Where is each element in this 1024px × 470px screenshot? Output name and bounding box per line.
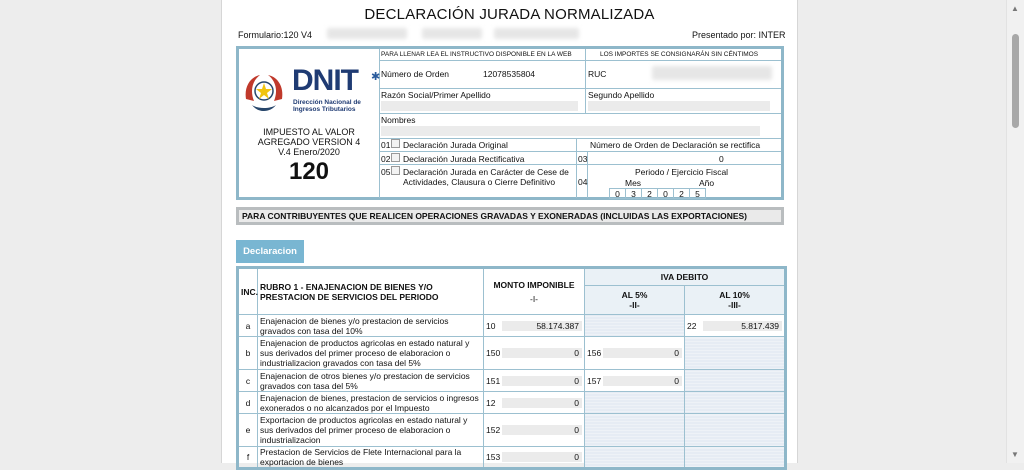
code-03: 03 [578, 154, 588, 164]
table-row [238, 337, 786, 370]
row-description: Exportacion de productos agricolas en estado natural y sus derivados del primer proceso de elaboracion o industrializacion [258, 414, 484, 447]
field-code: 150 [486, 348, 501, 358]
segundo-apellido-field[interactable] [588, 101, 770, 111]
ano-label: Año [699, 178, 715, 188]
monto-input[interactable]: 0 [502, 452, 582, 462]
row-line [379, 88, 781, 89]
scroll-up-icon[interactable]: ▲ [1011, 4, 1019, 13]
decl-rectificativa-label: Declaración Jurada Rectificativa [403, 154, 525, 164]
asterisk-icon: ✱ [371, 71, 381, 83]
checkbox-original[interactable] [391, 139, 400, 148]
iva5-disabled [585, 315, 685, 337]
row-line [379, 164, 781, 165]
formulario-label: Formulario:120 V4 [238, 30, 313, 40]
iva5-cell [585, 337, 685, 370]
ruc-label: RUC [588, 69, 607, 79]
field-code: 22 [687, 320, 697, 331]
table-row [238, 447, 786, 469]
iva5-disabled [585, 414, 685, 447]
divider [587, 151, 588, 198]
decl-cese-label: Declaración Jurada en Carácter de Cese de Actividades, Clausura o Cierre Definitivo [403, 167, 569, 187]
al5-header: AL 5% -II- [585, 286, 685, 315]
monto-input[interactable]: 0 [502, 398, 582, 408]
row-description: Enajenacion de bienes, prestacion de servicios o ingresos exonerados o no alcanzados por el Impuesto [258, 392, 484, 414]
monto-input[interactable]: 0 [502, 348, 582, 358]
razon-social-label: Razón Social/Primer Apellido [381, 90, 491, 100]
table-row [238, 315, 786, 337]
periodo-label: Periodo / Ejercicio Fiscal [635, 167, 729, 177]
dnit-logo: DNIT [292, 64, 358, 97]
ruc-value-redacted [652, 66, 772, 80]
decl-original-label: Declaración Jurada Original [403, 140, 508, 150]
centimos-note: LOS IMPORTES SE CONSIGNARÁN SIN CÉNTIMOS [600, 51, 759, 58]
row-line [379, 151, 781, 152]
rectifica-value: 0 [719, 154, 724, 164]
redacted-field [422, 28, 482, 39]
monto-cell [484, 370, 585, 392]
inc-letter: a [238, 315, 258, 337]
inc-header: INC. [238, 268, 258, 315]
numero-orden-value: 12078535804 [483, 69, 536, 79]
table-row [238, 370, 786, 392]
monto-input[interactable]: 58.174.387 [502, 321, 582, 331]
iva5-disabled [585, 447, 685, 469]
monto-cell [484, 447, 585, 469]
code-01: 01 [381, 140, 391, 150]
periodo-digits: 0 3 2 0 2 5 [610, 188, 706, 199]
numero-orden-rectifica-label: Número de Orden de Declaración se rectifica [590, 140, 761, 150]
checkbox-cese[interactable] [391, 166, 400, 175]
row-description: Enajenacion de otros bienes y/o prestacion de servicios gravados con tasa del 5% [258, 370, 484, 392]
iva10-disabled [685, 392, 786, 414]
field-code: 153 [486, 452, 501, 462]
impuesto-title: IMPUESTO AL VALOR AGREGADO VERSION 4 V.4 Enero/2020 [257, 127, 361, 157]
scroll-down-icon[interactable]: ▼ [1011, 450, 1019, 459]
monto-header: MONTO IMPONIBLE -I- [484, 268, 585, 315]
iva5-cell [585, 370, 685, 392]
monto-input[interactable]: 0 [502, 376, 582, 386]
paraguay-seal-icon [240, 69, 288, 117]
iva5-input[interactable]: 0 [603, 348, 682, 358]
form-number: 120 [288, 158, 330, 185]
monto-input[interactable]: 0 [502, 425, 582, 435]
inc-letter: e [238, 414, 258, 447]
field-code: 156 [587, 348, 602, 358]
row-line [379, 138, 781, 139]
row-line [379, 60, 781, 61]
field-code: 152 [486, 425, 501, 435]
numero-orden-label: Número de Orden [381, 69, 450, 79]
iva10-input[interactable]: 5.817.439 [703, 321, 782, 331]
mes-label: Mes [625, 178, 642, 188]
code-05: 05 [381, 167, 391, 177]
monto-cell [484, 414, 585, 447]
monto-cell [484, 315, 585, 337]
instructivo-note: PARA LLENAR LEA EL INSTRUCTIVO DISPONIBLE EN LA WEB [381, 51, 572, 58]
inc-letter: b [238, 337, 258, 370]
divider [576, 138, 577, 198]
iva10-disabled [685, 414, 786, 447]
code-04: 04 [578, 177, 588, 187]
row-line [379, 113, 781, 114]
row-description: Enajenacion de productos agricolas en estado natural y sus derivados del primer proceso de elaboracion o industrializacion gravados con tasa del 5% [258, 337, 484, 370]
field-code: 10 [486, 320, 496, 331]
iva10-disabled [685, 447, 786, 469]
monto-cell [484, 337, 585, 370]
nombres-label: Nombres [381, 115, 416, 125]
iva10-cell [685, 315, 786, 337]
row-description: Prestacion de Servicios de Flete Internacional para la exportacion de bienes [258, 447, 484, 469]
iva10-disabled [685, 337, 786, 370]
redacted-field [494, 28, 579, 39]
iva-header: IVA DEBITO [585, 268, 786, 286]
redacted-field [327, 28, 407, 39]
monto-cell [484, 392, 585, 414]
row-description: Enajenacion de bienes y/o prestacion de servicios gravados con tasa del 10% [258, 315, 484, 337]
field-code: 157 [587, 375, 602, 386]
table-row [238, 392, 786, 414]
presentado-por: Presentado por: INTER [692, 30, 786, 40]
code-02: 02 [381, 154, 391, 164]
scroll-thumb[interactable] [1012, 34, 1019, 128]
iva5-input[interactable]: 0 [603, 376, 682, 386]
inc-letter: f [238, 447, 258, 469]
rubro-header: RUBRO 1 - ENAJENACION DE BIENES Y/O PRESTACION DE SERVICIOS DEL PERIODO [258, 268, 484, 315]
inc-letter: c [238, 370, 258, 392]
form-title: DECLARACIÓN JURADA NORMALIZADA [364, 6, 655, 23]
section-banner: PARA CONTRIBUYENTES QUE REALICEN OPERACIONES GRAVADAS Y EXONERADAS (INCLUIDAS LAS EXPORTACIONES) [236, 207, 784, 225]
divider [585, 49, 586, 89]
divider [585, 88, 586, 113]
segundo-apellido-label: Segundo Apellido [588, 90, 655, 100]
iva5-disabled [585, 392, 685, 414]
tab-declaracion[interactable]: Declaracion [236, 240, 304, 263]
iva10-disabled [685, 370, 786, 392]
nombres-field[interactable] [381, 126, 760, 136]
scrollbar[interactable] [1006, 0, 1024, 463]
agency-name: Dirección Nacional de Ingresos Tributarios [293, 99, 361, 113]
table-row [238, 414, 786, 447]
razon-social-field[interactable] [381, 101, 578, 111]
form-page [221, 0, 798, 467]
inc-letter: d [238, 392, 258, 414]
rubro-table [236, 266, 787, 470]
checkbox-rectificativa[interactable] [391, 153, 400, 162]
field-code: 151 [486, 375, 501, 386]
al10-header: AL 10% -III- [685, 286, 786, 315]
field-code: 12 [486, 397, 496, 408]
